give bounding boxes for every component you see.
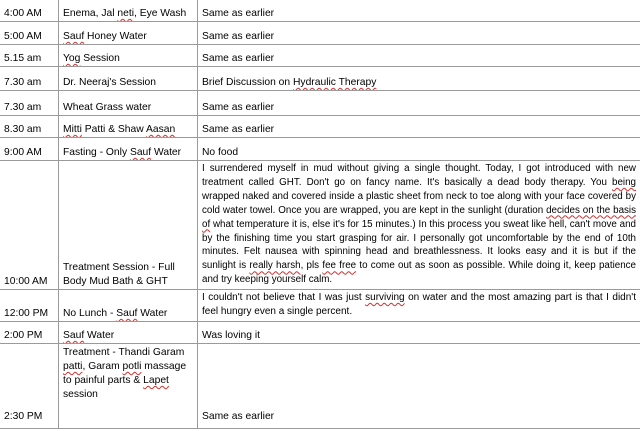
- activity-cell: Mitti Patti & Shaw Aasan: [59, 116, 198, 138]
- notes-cell: Same as earlier: [198, 22, 640, 45]
- time-cell: 10:00 AM: [0, 161, 59, 290]
- activity-cell: Sauf Water: [59, 322, 198, 344]
- activity-cell: Dr. Neeraj's Session: [59, 67, 198, 91]
- table-row: [0, 45, 640, 67]
- time-cell: 7.30 am: [0, 91, 59, 116]
- table-row: [0, 22, 640, 45]
- activity-cell: Treatment Session - Full Body Mud Bath & GHT: [59, 161, 198, 290]
- activity-cell: Treatment - Thandi Garam patti, Garam potli massage to painful parts & Lapet session: [59, 344, 198, 429]
- time-cell: 5.15 am: [0, 45, 59, 67]
- notes-cell: Same as earlier: [198, 116, 640, 138]
- notes-cell: Same as earlier: [198, 45, 640, 67]
- time-cell: 7.30 am: [0, 67, 59, 91]
- notes-cell: Same as earlier: [198, 344, 640, 429]
- table-row: [0, 138, 640, 161]
- table-row: [0, 0, 640, 22]
- time-cell: 8.30 am: [0, 116, 59, 138]
- table-row: [0, 322, 640, 344]
- notes-cell: No food: [198, 138, 640, 161]
- table-row: [0, 161, 640, 290]
- time-cell: 5:00 AM: [0, 22, 59, 45]
- table-row: [0, 67, 640, 91]
- table-row: [0, 116, 640, 138]
- time-cell: 2:00 PM: [0, 322, 59, 344]
- activity-cell: Fasting - Only Sauf Water: [59, 138, 198, 161]
- time-cell: 9:00 AM: [0, 138, 59, 161]
- notes-cell: Same as earlier: [198, 91, 640, 116]
- notes-cell: I surrendered myself in mud without giving a single thought. Today, I got introduced with new treatment called GHT. Don't go on fancy name. It's basically a dead body therapy. You being wrapped naked and covered inside a plastic sheet from neck to toe along with your face covered by cold water towel. Once you are wrapped, you are kept in the sunlight (duration decides on the basis of what temperature it is, else it's for 15 minutes.) In this process you sweat like hell, can't move and by the finishing time you start grasping for air. I personally got uncomfortable by the end of 10th minutes. Felt nausea with spinning head and breathlessness. It looks easy and it is but if the sunlight is really harsh, pls fee free to come out as soon as possible. While doing it, keep patience and try keeping yourself calm.: [198, 161, 640, 290]
- table-row: [0, 91, 640, 116]
- activity-cell: Sauf Honey Water: [59, 22, 198, 45]
- table-row: [0, 290, 640, 322]
- time-cell: 12:00 PM: [0, 290, 59, 322]
- time-cell: 2:30 PM: [0, 344, 59, 429]
- activity-cell: Enema, Jal neti, Eye Wash: [59, 0, 198, 22]
- time-cell: 4:00 AM: [0, 0, 59, 22]
- table-row: [0, 344, 640, 429]
- notes-cell: Was loving it: [198, 322, 640, 344]
- activity-cell: Yog Session: [59, 45, 198, 67]
- activity-cell: No Lunch - Sauf Water: [59, 290, 198, 322]
- notes-cell: Same as earlier: [198, 0, 640, 22]
- activity-cell: Wheat Grass water: [59, 91, 198, 116]
- notes-cell: I couldn't not believe that I was just surviving on water and the most amazing part is that I didn't feel hungry even a single percent.: [198, 290, 640, 322]
- notes-cell: Brief Discussion on Hydraulic Therapy: [198, 67, 640, 91]
